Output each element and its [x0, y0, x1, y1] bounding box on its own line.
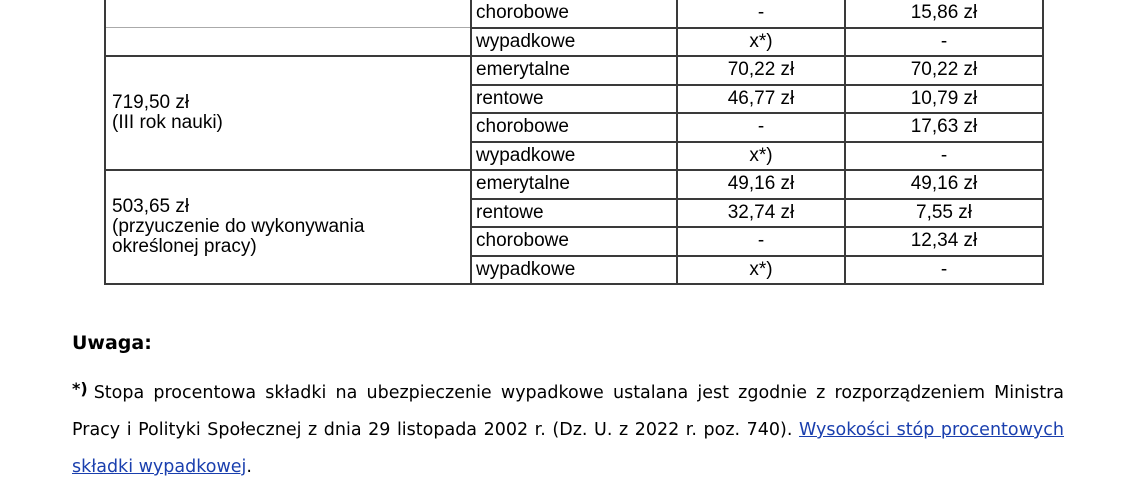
- note-title: Uwaga:: [72, 332, 152, 354]
- employer-amount: 15,86 zł: [845, 0, 1043, 28]
- employer-amount: -: [845, 142, 1043, 171]
- employer-amount: 17,63 zł: [845, 113, 1043, 142]
- footnote: [72, 370, 1064, 486]
- contribution-type: chorobowe: [471, 113, 677, 142]
- base-description: określonej pracy): [112, 236, 257, 257]
- blank-cell: [105, 0, 471, 28]
- contribution-type: chorobowe: [471, 0, 677, 28]
- footnote-text: Stopa procentowa składki na ubezpieczenie wypadkowe ustalana jest zgodnie z rozporządzeniem Ministra Pracy i Polityki Społecznej z dnia 29 listopada 2002 r. (Dz. U. z 2022 r. poz. 740).: [72, 383, 1064, 440]
- table-row: [105, 0, 1043, 28]
- payer-amount: 49,16 zł: [677, 170, 845, 199]
- employer-amount: -: [845, 28, 1043, 57]
- payer-amount: -: [677, 227, 845, 256]
- payer-amount: 70,22 zł: [677, 56, 845, 85]
- base-description: (III rok nauki): [112, 112, 223, 133]
- employer-amount: 70,22 zł: [845, 56, 1043, 85]
- base-amount: 719,50 zł: [112, 92, 190, 113]
- payer-amount: -: [677, 0, 845, 28]
- footnote-marker: *): [72, 379, 88, 398]
- contribution-type: wypadkowe: [471, 256, 677, 285]
- table-row: [105, 56, 1043, 85]
- base-amount: 503,65 zł: [112, 196, 190, 217]
- employer-amount: 49,16 zł: [845, 170, 1043, 199]
- table-row: [105, 28, 1043, 57]
- payer-amount: x*): [677, 142, 845, 171]
- payer-amount: -: [677, 113, 845, 142]
- contribution-type: emerytalne: [471, 170, 677, 199]
- payer-amount: x*): [677, 28, 845, 57]
- base-amount-cell: [105, 170, 471, 284]
- contribution-type: chorobowe: [471, 227, 677, 256]
- employer-amount: 7,55 zł: [845, 199, 1043, 228]
- payer-amount: x*): [677, 256, 845, 285]
- table-row: [105, 170, 1043, 199]
- contribution-type: rentowe: [471, 85, 677, 114]
- employer-amount: 10,79 zł: [845, 85, 1043, 114]
- contribution-type: wypadkowe: [471, 28, 677, 57]
- contribution-rates-link[interactable]: Wysokości stóp procentowych składki wypadkowej: [72, 420, 1064, 477]
- contribution-table: [104, 0, 1044, 285]
- base-amount-cell: [105, 56, 471, 170]
- payer-amount: 46,77 zł: [677, 85, 845, 114]
- footnote-end: .: [246, 457, 252, 477]
- employer-amount: 12,34 zł: [845, 227, 1043, 256]
- contribution-type: wypadkowe: [471, 142, 677, 171]
- contribution-type: emerytalne: [471, 56, 677, 85]
- base-description: (przyuczenie do wykonywania: [112, 216, 365, 237]
- contribution-type: rentowe: [471, 199, 677, 228]
- blank-cell: [105, 28, 471, 57]
- payer-amount: 32,74 zł: [677, 199, 845, 228]
- employer-amount: -: [845, 256, 1043, 285]
